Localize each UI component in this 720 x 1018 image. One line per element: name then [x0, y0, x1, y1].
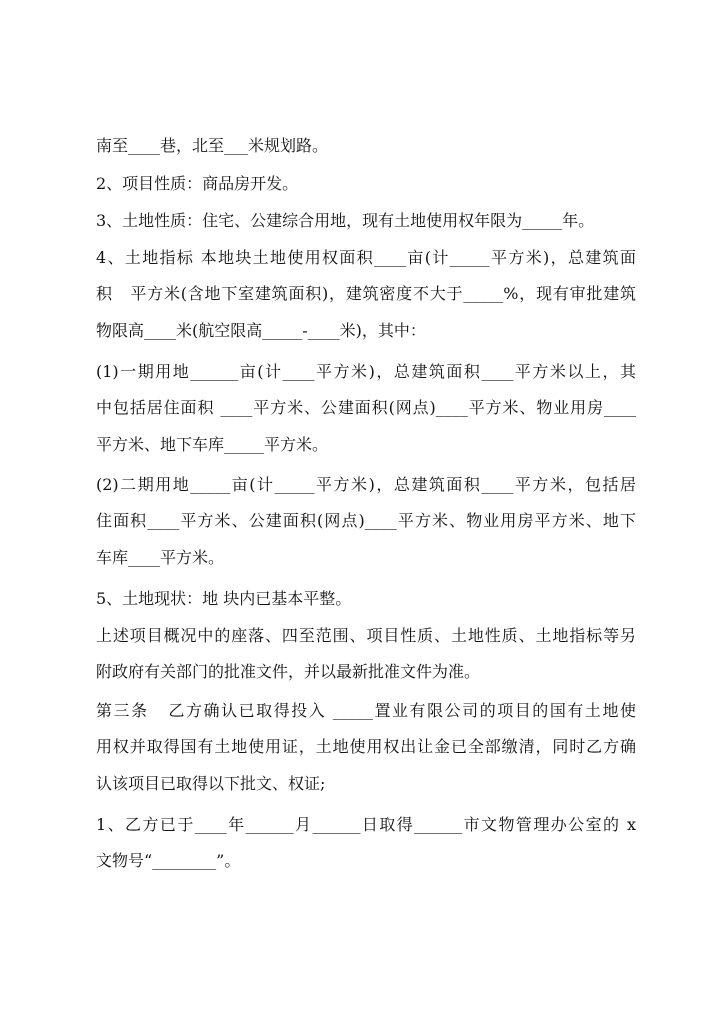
text-line: 4、土地指标 本地块土地使用权面积____亩(计_____平方米)，总建筑面 — [96, 248, 636, 267]
text-line: 物限高____米(航空限高_____-____米)，其中： — [96, 320, 426, 340]
text-line: (1)一期用地______亩(计____平方米)，总建筑面积____平方米以上，其 — [96, 362, 636, 381]
text-line: 积 平方米(含地下室建筑面积)，建筑密度不大于_____%，现有审批建筑 — [96, 284, 636, 304]
text-line: 平方米、地下车库_____平方米。 — [96, 434, 329, 454]
text-line: 文物号“________”。 — [96, 851, 241, 871]
text-line: 2、项目性质：商品房开发。 — [96, 174, 299, 193]
text-line: 中包括居住面积 ____平方米、公建面积(网点)____平方米、物业用房____ — [96, 398, 636, 418]
text-line: 附政府有关部门的批准文件，并以最新批准文件为准。 — [96, 662, 481, 682]
paragraph-land-nature — [96, 203, 636, 239]
paragraph-cultural-relics-approval — [96, 807, 636, 880]
paragraph-project-nature — [96, 166, 636, 202]
text-line: 3、土地性质：住宅、公建综合用地，现有土地使用权年限为_____年。 — [96, 211, 595, 230]
paragraph-boundary-south-north — [96, 128, 636, 164]
paragraph-land-status — [96, 581, 636, 617]
paragraph-article-three — [96, 693, 636, 802]
text-line: 车库____平方米。 — [96, 547, 225, 567]
paragraph-phase-one — [96, 354, 636, 463]
text-line: 上述项目概况中的座落、四至范围、项目性质、土地性质、土地指标等另 — [96, 626, 636, 645]
text-line: 第三条 乙方确认已取得投入 _____置业有限公司的项目的国有土地使 — [96, 701, 636, 720]
paragraph-land-indicators — [96, 240, 636, 349]
paragraph-phase-two — [96, 467, 636, 576]
text-line: 用权并取得国有土地使用证，土地使用权出让金已全部缴清，同时乙方确 — [96, 737, 636, 757]
text-line: 南至____巷，北至___米规划路。 — [96, 136, 329, 155]
text-line: 住面积____平方米、公建面积(网点)____平方米、物业用房平方米、地下 — [96, 511, 636, 531]
paragraph-approval-note — [96, 618, 636, 691]
text-line: 认该项目已取得以下批文、权证; — [96, 773, 326, 793]
text-line: 1、乙方已于____年______月______日取得______市文物管理办公室的 x — [96, 815, 636, 834]
text-line: 5、土地现状：地 块内已基本平整。 — [96, 589, 352, 608]
text-line: (2)二期用地_____亩(计_____平方米)，总建筑面积____平方米，包括居 — [96, 475, 636, 494]
